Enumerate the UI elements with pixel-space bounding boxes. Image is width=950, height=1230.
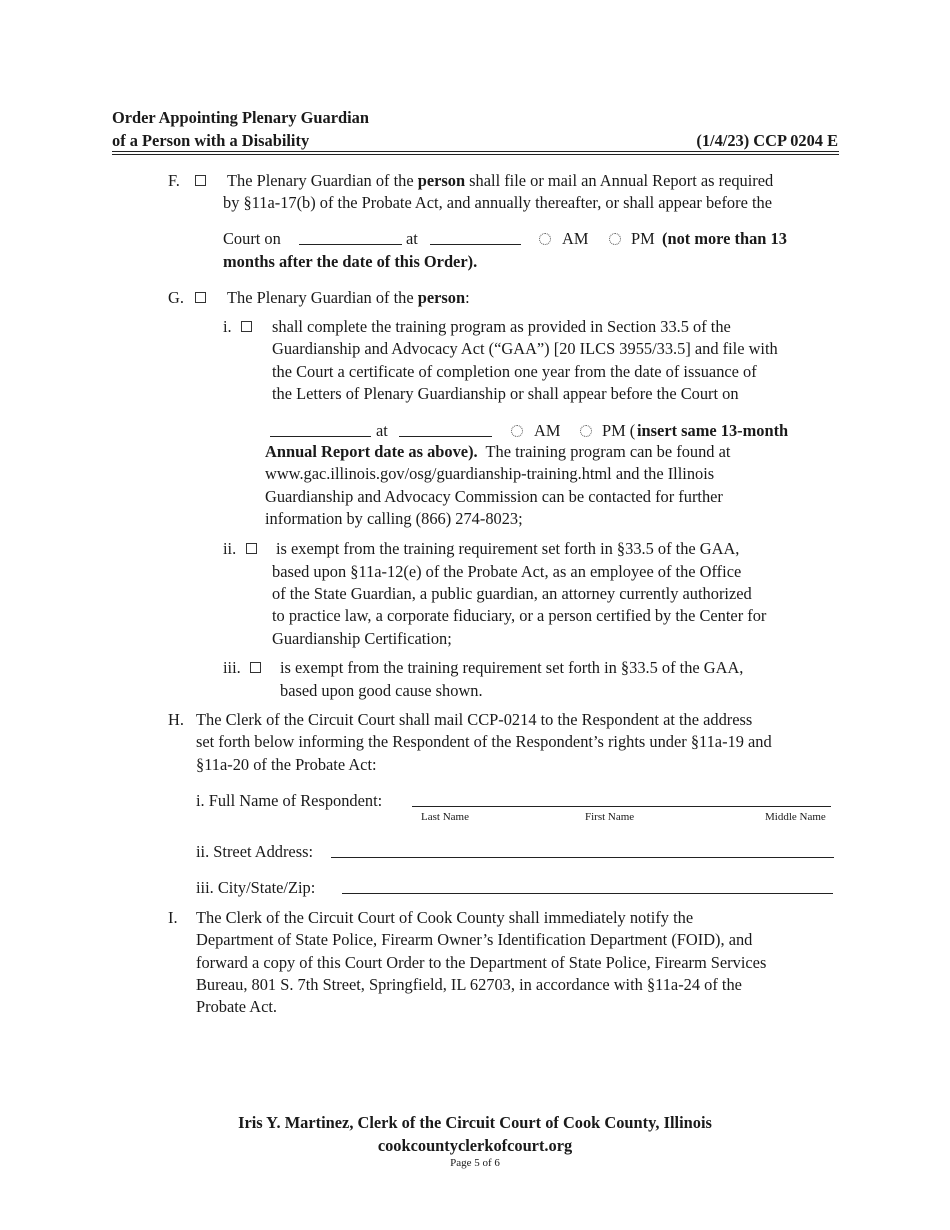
header-rule-bottom [112, 154, 839, 155]
section-f-date-field[interactable] [299, 244, 402, 245]
street-address-label: ii. Street Address: [196, 842, 313, 861]
section-g-ii-line: based upon §11a-12(e) of the Probate Act, as an employee of the Office [272, 562, 742, 581]
section-h-letter: H. [168, 710, 184, 729]
section-g-ii-line: is exempt from the training requirement set forth in §33.5 of the GAA, [276, 539, 740, 558]
section-g-ii-line: of the State Guardian, a public guardian, an attorney currently authorized [272, 584, 752, 603]
section-g-checkbox[interactable] [195, 292, 206, 303]
full-name-field[interactable] [412, 806, 831, 807]
section-g-i-line: shall complete the training program as provided in Section 33.5 of the [272, 317, 731, 336]
header-rule-top [112, 151, 839, 152]
section-f-am-label: AM [562, 229, 589, 248]
section-f-time-field[interactable] [430, 244, 521, 245]
section-g-ii-line: to practice law, a corporate fiduciary, or a person certified by the Center for [272, 606, 767, 625]
section-g-i-pm-radio[interactable] [580, 425, 592, 437]
section-g-i-line: the Court a certificate of completion one year from the date of issuance of [272, 362, 757, 381]
section-f-pm-label: PM [631, 229, 655, 248]
full-name-label: i. Full Name of Respondent: [196, 791, 383, 810]
section-i-line: forward a copy of this Court Order to the Department of State Police, Firearm Services [196, 953, 767, 972]
section-g-intro: The Plenary Guardian of the person: [227, 288, 470, 307]
section-h-line: §11a-20 of the Probate Act: [196, 755, 377, 774]
form-title-line1: Order Appointing Plenary Guardian [112, 108, 369, 127]
street-address-field[interactable] [331, 857, 834, 858]
middle-name-caption: Middle Name [765, 811, 826, 823]
section-g-i-pm-label: PM ( [602, 421, 636, 440]
section-g-i-bold-b-line: Annual Report date as above). The training program can be found at [265, 442, 731, 461]
section-h-line: set forth below informing the Respondent of the Respondent’s rights under §11a-19 and [196, 732, 772, 751]
section-f-court-on: Court on [223, 229, 281, 248]
section-f-checkbox[interactable] [195, 175, 206, 186]
section-g-ii-label: ii. [223, 539, 237, 558]
section-g-i-label: i. [223, 317, 232, 336]
section-f-line1: The Plenary Guardian of the person shall file or mail an Annual Report as required [227, 171, 774, 190]
section-f-line2: by §11a-17(b) of the Probate Act, and annually thereafter, or shall appear before the [223, 193, 772, 212]
section-g-iii-checkbox[interactable] [250, 662, 261, 673]
section-i-line: Probate Act. [196, 997, 278, 1016]
section-g-letter: G. [168, 288, 184, 307]
section-g-i-at: at [376, 421, 388, 440]
section-g-iii-line: based upon good cause shown. [280, 681, 483, 700]
section-g-i-line: the Letters of Plenary Guardianship or shall appear before the Court on [272, 384, 739, 403]
section-g-i-more-line: information by calling (866) 274-8023; [265, 509, 523, 528]
section-i-line: Bureau, 801 S. 7th Street, Springfield, IL 62703, in accordance with §11a-24 of the [196, 975, 742, 994]
section-f-at: at [406, 229, 418, 248]
section-g-i-time-field[interactable] [399, 436, 492, 437]
city-state-zip-label: iii. City/State/Zip: [196, 878, 316, 897]
section-g-i-line: Guardianship and Advocacy Act (“GAA”) [20 ILCS 3955/33.5] and file with [272, 339, 778, 358]
section-f-am-radio[interactable] [539, 233, 551, 245]
section-g-i-am-radio[interactable] [511, 425, 523, 437]
section-f-bold-tail2: months after the date of this Order). [223, 252, 478, 271]
section-g-ii-checkbox[interactable] [246, 543, 257, 554]
section-i-letter: I. [168, 908, 178, 927]
section-g-i-more-line: Guardianship and Advocacy Commission can be contacted for further [265, 487, 723, 506]
footer-page-number: Page 5 of 6 [450, 1157, 500, 1169]
section-g-iii-line: is exempt from the training requirement set forth in §33.5 of the GAA, [280, 658, 744, 677]
footer-clerk: Iris Y. Martinez, Clerk of the Circuit Court of Cook County, Illinois [238, 1113, 712, 1132]
form-title-line2: of a Person with a Disability [112, 131, 310, 150]
section-h-line: The Clerk of the Circuit Court shall mail CCP-0214 to the Respondent at the address [196, 710, 753, 729]
section-i-line: Department of State Police, Firearm Owner’s Identification Department (FOID), and [196, 930, 753, 949]
footer-website: cookcountyclerkofcourt.org [377, 1136, 573, 1155]
form-code: (1/4/23) CCP 0204 E [696, 131, 838, 150]
section-f-pm-radio[interactable] [609, 233, 621, 245]
section-g-i-more-line: www.gac.illinois.gov/osg/guardianship-training.html and the Illinois [265, 464, 715, 483]
section-f-bold-tail1: (not more than 13 [662, 229, 787, 248]
first-name-caption: First Name [585, 811, 635, 823]
section-i-line: The Clerk of the Circuit Court of Cook County shall immediately notify the [196, 908, 694, 927]
section-g-i-am-label: AM [534, 421, 561, 440]
section-g-i-bold-a: insert same 13-month [637, 421, 789, 440]
section-g-ii-line: Guardianship Certification; [272, 629, 452, 648]
section-g-i-checkbox[interactable] [241, 321, 252, 332]
last-name-caption: Last Name [421, 811, 469, 823]
city-state-zip-field[interactable] [342, 893, 833, 894]
section-g-iii-label: iii. [223, 658, 241, 677]
section-g-i-date-field[interactable] [270, 436, 371, 437]
section-f-letter: F. [168, 171, 180, 190]
